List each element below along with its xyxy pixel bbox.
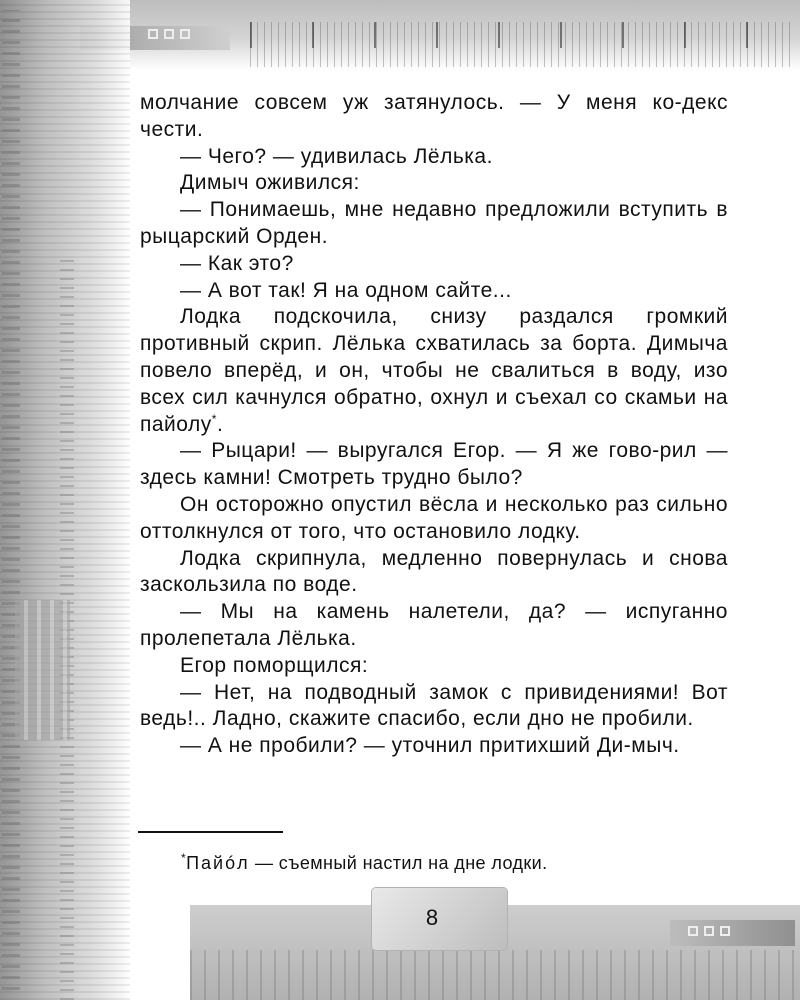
paragraph	[140, 492, 728, 546]
footnote-mark: *	[181, 851, 187, 865]
maximize-icon	[164, 29, 174, 39]
paragraph-text: Лодка подскочила, снизу раздался громкий противный скрип. Лёлька схватилась за борта. Димыча повело вперёд, и он, чтобы не свалиться в воду, изо всех сил качнулся обратно, охнул и съехал со скамьи на пайолу	[140, 305, 728, 436]
paragraph-text: — Чего? — удивилась Лёлька.	[180, 144, 493, 168]
paragraph	[140, 733, 728, 760]
paragraph-text: — Нет, на подводный замок с привидениями! Вот ведь!.. Ладно, скажите спасибо, если дно не пробили.	[140, 680, 728, 731]
paragraph-text: Лодка скрипнула, медленно повернулась и снова заскользила по воде.	[140, 546, 728, 597]
paragraph	[140, 170, 728, 197]
paragraph-text: Егор поморщился:	[180, 653, 369, 677]
paragraph	[140, 90, 728, 144]
maximize-icon	[704, 926, 714, 936]
footnote	[181, 851, 548, 874]
paragraph: Лодка подскочила, снизу раздался громкий противный скрип. Лёлька схватилась за борта. Димыча повело вперёд, и он, чтобы не свалиться в воду, изо всех сил качнулся обратно, охнул и съехал со скамьи на пайолу*.	[140, 305, 728, 436]
paragraph	[140, 278, 728, 305]
paragraph-text: — А вот так! Я на одном сайте...	[180, 278, 512, 302]
paragraph	[140, 653, 728, 680]
paragraph	[140, 438, 728, 492]
paragraph-text: — Рыцари! — выругался Егор. — Я же гово-рил — здесь камни! Смотреть трудно было?	[140, 439, 728, 490]
minimize-icon	[148, 29, 158, 39]
paragraph-text: — Мы на камень налетели, да? — испуганно пролепетала Лёлька.	[140, 600, 728, 650]
left-decorative-strip	[0, 0, 130, 1000]
paragraph-text: Димыч оживился:	[180, 171, 360, 195]
paragraph	[140, 251, 728, 278]
footnote-reference: *	[211, 411, 217, 426]
paragraph	[140, 546, 728, 600]
footnote-divider	[138, 831, 283, 833]
paragraph	[140, 197, 728, 251]
paragraph-text: — Как это?	[180, 251, 294, 275]
page-number: 8	[425, 905, 439, 930]
paragraph	[140, 680, 728, 734]
pixel-block-decoration	[15, 600, 70, 740]
close-icon	[180, 29, 190, 39]
body-text	[140, 90, 728, 760]
minimize-icon	[688, 926, 698, 936]
paragraph	[140, 144, 728, 171]
digit-column-decoration	[2, 10, 20, 990]
paragraph-text: — Понимаешь, мне недавно предложили вступить в рыцарский Орден.	[140, 198, 728, 248]
paragraph-text: — А не пробили? — уточнил притихший Ди-мыч.	[180, 734, 680, 758]
ruler-major-ticks	[250, 22, 795, 48]
paragraph-text: Он осторожно опустил вёсла и несколько раз сильно оттолкнулся от того, что остановило лодку.	[140, 492, 728, 543]
close-icon	[720, 926, 730, 936]
footnote-term: Пайóл	[186, 853, 250, 873]
footnote-definition: — съемный настил на дне лодки.	[249, 853, 548, 873]
paragraph	[140, 599, 728, 653]
window-controls-decoration	[670, 920, 795, 946]
ruler-decoration	[190, 950, 800, 1000]
paragraph-text: молчание совсем уж затянулось. — У меня ко-декс чести.	[140, 91, 728, 141]
